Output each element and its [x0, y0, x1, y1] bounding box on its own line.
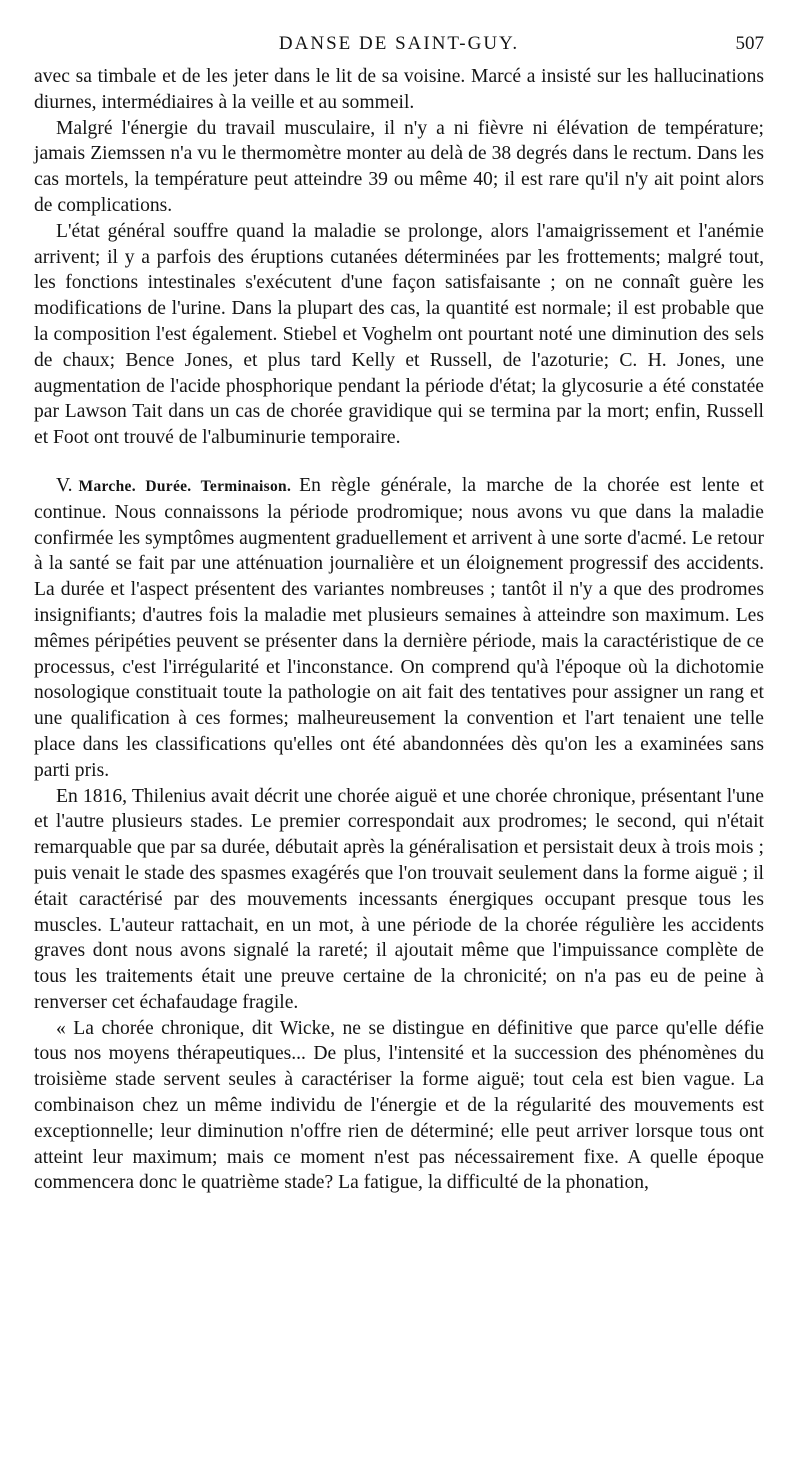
paragraph-thilenius: En 1816, Thilenius avait décrit une chorée aiguë et une chorée chronique, présentant l'une et l'autre plusieurs stades. Le premier correspondait aux prodromes; le second, qui n'était remarquable que par sa durée, débutait après la généralisation et persistait deux à trois mois ; puis venait le stade des spasmes exagérés que l'on trouvait seulement dans la forme aiguë ; il était caractérisé par des mouvements incessants énergiques occupant presque tous les muscles. L'auteur rattachait, en un mot, à une période de la chorée régulière les accidents graves dont nous avons signalé la rareté; il ajoutait même que l'impuissance complète de tous les traitements était une preuve certaine de la chronicité; on n'a pas eu de peine à renverser cet échafaudage fragile. — [34, 785, 764, 1013]
page-number: 507 — [735, 33, 764, 54]
page-header — [34, 30, 764, 58]
paragraph-general-state: L'état général souffre quand la maladie se prolonge, alors l'amaigrissement et l'anémie arrivent; il y a parfois des éruptions cutanées déterminées par les frottements; malgré tout, les fonctions intestinales s'exécutent d'une façon satisfaisante ; on ne connaît guère les modifications de l'urine. Dans la plupart des cas, la quantité est normale; il est probable que la composition l'est également. Stiebel et Voghelm ont pourtant noté une diminution des sels de chaux; Bence Jones, et plus tard Kelly et Russell, de l'azoturie; C. H. Jones, une augmentation de l'acide phosphorique pendant la période d'état; la glycosurie a été constatée par Lawson Tait dans un cas de chorée gravidique qui se termina par la mort; enfin, Russell et Foot ont trouvé de l'albuminurie temporaire. — [34, 220, 764, 449]
section-heading: Marche. Durée. Terminaison. — [78, 477, 292, 495]
section-v-text: En règle générale, la marche de la chorée est lente et continue. Nous connaissons la période prodromique; nous avons vu que dans la maladie confirmée les symptômes augmentent graduellement et arrivent à une sorte d'acmé. Le retour à la santé se fait par une atténuation journalière et un éloignement progressif des accidents. La durée et l'aspect présentent des variantes nombreuses ; tantôt il n'y a que des prodromes insignifiants; d'autres fois la maladie met plusieurs semaines à atteindre son maximum. Les mêmes péripéties peuvent se présenter dans la dernière période, mais la caractéristique de ce processus, c'est l'irrégularité et l'inconstance. On comprend qu'à l'époque où la dichotomie nosologique constituait toute la pathologie on ait fait des tentatives pour assigner un rang et une qualification à ces formes; malheureusement la convention et l'art tenaient une telle place dans les classifications qu'elles ont été abandonnées dès qu'on les a examinées sans parti pris. — [34, 474, 765, 781]
section-numeral: V. — [56, 474, 73, 496]
book-page — [34, 30, 764, 1196]
section-gap — [34, 451, 764, 473]
paragraph-continuation: avec sa timbale et de les jeter dans le lit de sa voisine. Marcé a insisté sur les hallucinations diurnes, intermédiaires à la veille et au sommeil. — [34, 66, 764, 113]
section-v-first-paragraph — [34, 473, 764, 784]
paragraph-temperature: Malgré l'énergie du travail musculaire, il n'y a ni fièvre ni élévation de température; jamais Ziemssen n'a vu le thermomètre monter au delà de 38 degrés dans le rectum. Dans les cas mortels, la température peut atteindre 39 ou même 40; il est rare qu'il n'y ait point alors de complications. — [34, 117, 764, 216]
paragraph-wicke-quote: « La chorée chronique, dit Wicke, ne se distingue en définitive que parce qu'elle défie tous nos moyens thérapeutiques... De plus, l'intensité et la succession des phénomènes du troisième stade servent seules à caractériser la forme aiguë; tout cela est bien vague. La combinaison chez un même individu de l'énergie et de la régularité des mouvements est exceptionnelle; leur diminution n'offre rien de déterminé; elle peut arriver lorsque tous ont atteint leur maximum; mais ce moment n'est pas nécessairement fixe. A quelle époque commencera donc le quatrième stade? La fatigue, la difficulté de la phonation, — [34, 1017, 764, 1194]
running-title: DANSE DE SAINT-GUY. — [278, 33, 520, 54]
